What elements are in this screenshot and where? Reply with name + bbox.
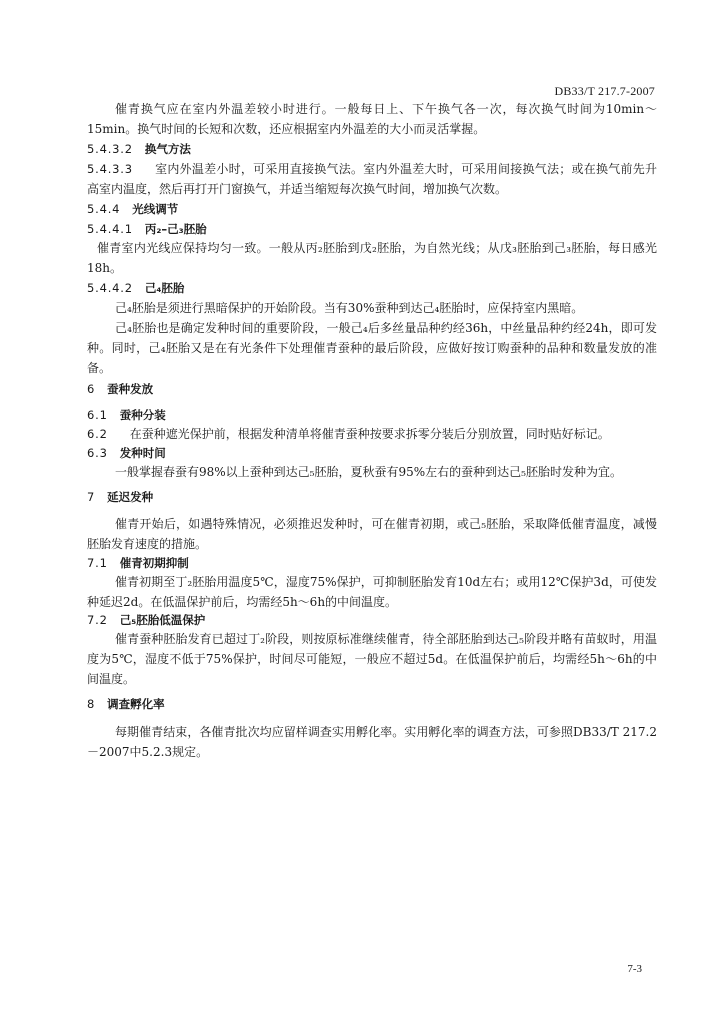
paragraph-text: 己₄胚胎是须进行黑暗保护的开始阶段。当有30%蚕种到达己₄胚胎时，应保持室内黑暗。 [115, 301, 584, 315]
paragraph-text: 每期催青结束，各催青批次均应留样调查实用孵化率。实用孵化率的调查方法，可参照DB33/T 217.2－2007中5.2.3规定。 [87, 725, 657, 759]
clause-title: 光线调节 [132, 202, 179, 216]
paragraph-hatching-rate [87, 722, 657, 762]
clause-title: 己₅胚胎低温保护 [119, 613, 206, 627]
section-number: 6 [87, 382, 96, 396]
section-number: 8 [87, 697, 96, 711]
paragraph-release-time [87, 318, 657, 378]
clause-number: 5.4.3.3 [87, 162, 133, 176]
heading-5-4-4-2 [87, 278, 657, 298]
clause-number: 7.1 [87, 556, 108, 570]
heading-7-2 [87, 610, 657, 630]
section-title: 蚕种发放 [107, 382, 154, 396]
heading-5-4-4-1 [87, 219, 657, 239]
paragraph-delay [87, 514, 657, 554]
clause-number: 5.4.4 [87, 202, 121, 216]
section-title: 延迟发种 [107, 490, 154, 504]
clause-text: 室内外温差小时，可采用直接换气法。室内外温差大时，可采用间接换气法；或在换气前先升高室内温度，然后再打开门窗换气，并适当缩短每次换气时间，增加换气次数。 [87, 162, 657, 196]
clause-title: 蚕种分装 [119, 408, 166, 422]
clause-title: 发种时间 [119, 446, 166, 460]
clause-number: 6.1 [87, 408, 108, 422]
paragraph-low-temp-protection [87, 629, 657, 689]
heading-5-4-3-2 [87, 139, 657, 159]
standard-code: DB33/T 217.7-2007 [554, 84, 655, 98]
paragraph-text: 催青开始后，如遇特殊情况，必须推迟发种时，可在催青初期，或己₅胚胎，采取降低催青温度，减慢胚胎发育速度的措施。 [87, 517, 657, 551]
heading-6 [87, 379, 657, 399]
clause-6-2 [87, 424, 657, 444]
clause-number: 5.4.3.2 [87, 142, 133, 156]
clause-title: 换气方法 [144, 142, 191, 156]
section-title: 调查孵化率 [107, 697, 165, 711]
clause-number: 6.3 [87, 446, 108, 460]
paragraph-ventilation-timing [87, 99, 657, 139]
heading-5-4-4 [87, 199, 657, 219]
clause-number: 5.4.4.1 [87, 222, 133, 236]
heading-6-3 [87, 443, 657, 463]
clause-title: 丙₂–己₃胚胎 [144, 222, 207, 236]
clause-title: 催青初期抑制 [119, 556, 189, 570]
clause-text: 在蚕种遮光保护前，根据发种清单将催青蚕种按要求拆零分装后分别放置，同时贴好标记。 [129, 427, 610, 441]
paragraph-release-time-6-3 [87, 462, 657, 482]
heading-6-1 [87, 405, 657, 425]
clause-number: 7.2 [87, 613, 108, 627]
paragraph-lighting [87, 238, 657, 278]
clause-number: 5.4.4.2 [87, 281, 133, 295]
page-number: 7-3 [627, 963, 642, 975]
paragraph-dark-protection [87, 298, 657, 318]
section-number: 7 [87, 490, 96, 504]
paragraph-text: 催青初期至丁₂胚胎用温度5℃，湿度75%保护，可抑制胚胎发育10d左右；或用12℃保护3d，可使发种延迟2d。在低温保护前后，均需经5h～6h的中间温度。 [87, 575, 657, 609]
clause-title: 己₄胚胎 [144, 281, 185, 295]
clause-number: 6.2 [87, 427, 108, 441]
paragraph-text: 催青换气应在室内外温差较小时进行。一般每日上、下午换气各一次，每次换气时间为10min～15min。换气时间的长短和次数，还应根据室内外温差的大小而灵活掌握。 [87, 102, 657, 136]
paragraph-text: 一般掌握春蚕有98%以上蚕种到达己₅胚胎，夏秋蚕有95%左右的蚕种到达己₅胚胎时发种为宜。 [115, 465, 622, 479]
heading-7 [87, 487, 657, 507]
heading-7-1 [87, 553, 657, 573]
paragraph-text: 催青室内光线应保持均匀一致。一般从丙₂胚胎到戊₂胚胎，为自然光线；从戊₃胚胎到己₃胚胎，每日感光18h。 [87, 241, 657, 275]
paragraph-text: 己₄胚胎也是确定发种时间的重要阶段，一般己₄后多丝量品种约经36h，中丝量品种约经24h，即可发种。同时，己₄胚胎又是在有光条件下处理催青蚕种的最后阶段，应做好按订购蚕种的品种和数量发放的准备。 [87, 321, 657, 375]
paragraph-early-inhibition [87, 572, 657, 612]
paragraph-text: 催青蚕种胚胎发育已超过丁₂阶段，则按原标准继续催青，待全部胚胎到达己₅阶段并略有苗蚁时，用温度为5℃，湿度不低于75%保护，时间尽可能短，一般应不超过5d。在低温保护前后，均需经5h～6h的中间温度。 [87, 632, 657, 686]
clause-5-4-3-3 [87, 159, 657, 199]
heading-8 [87, 694, 657, 714]
